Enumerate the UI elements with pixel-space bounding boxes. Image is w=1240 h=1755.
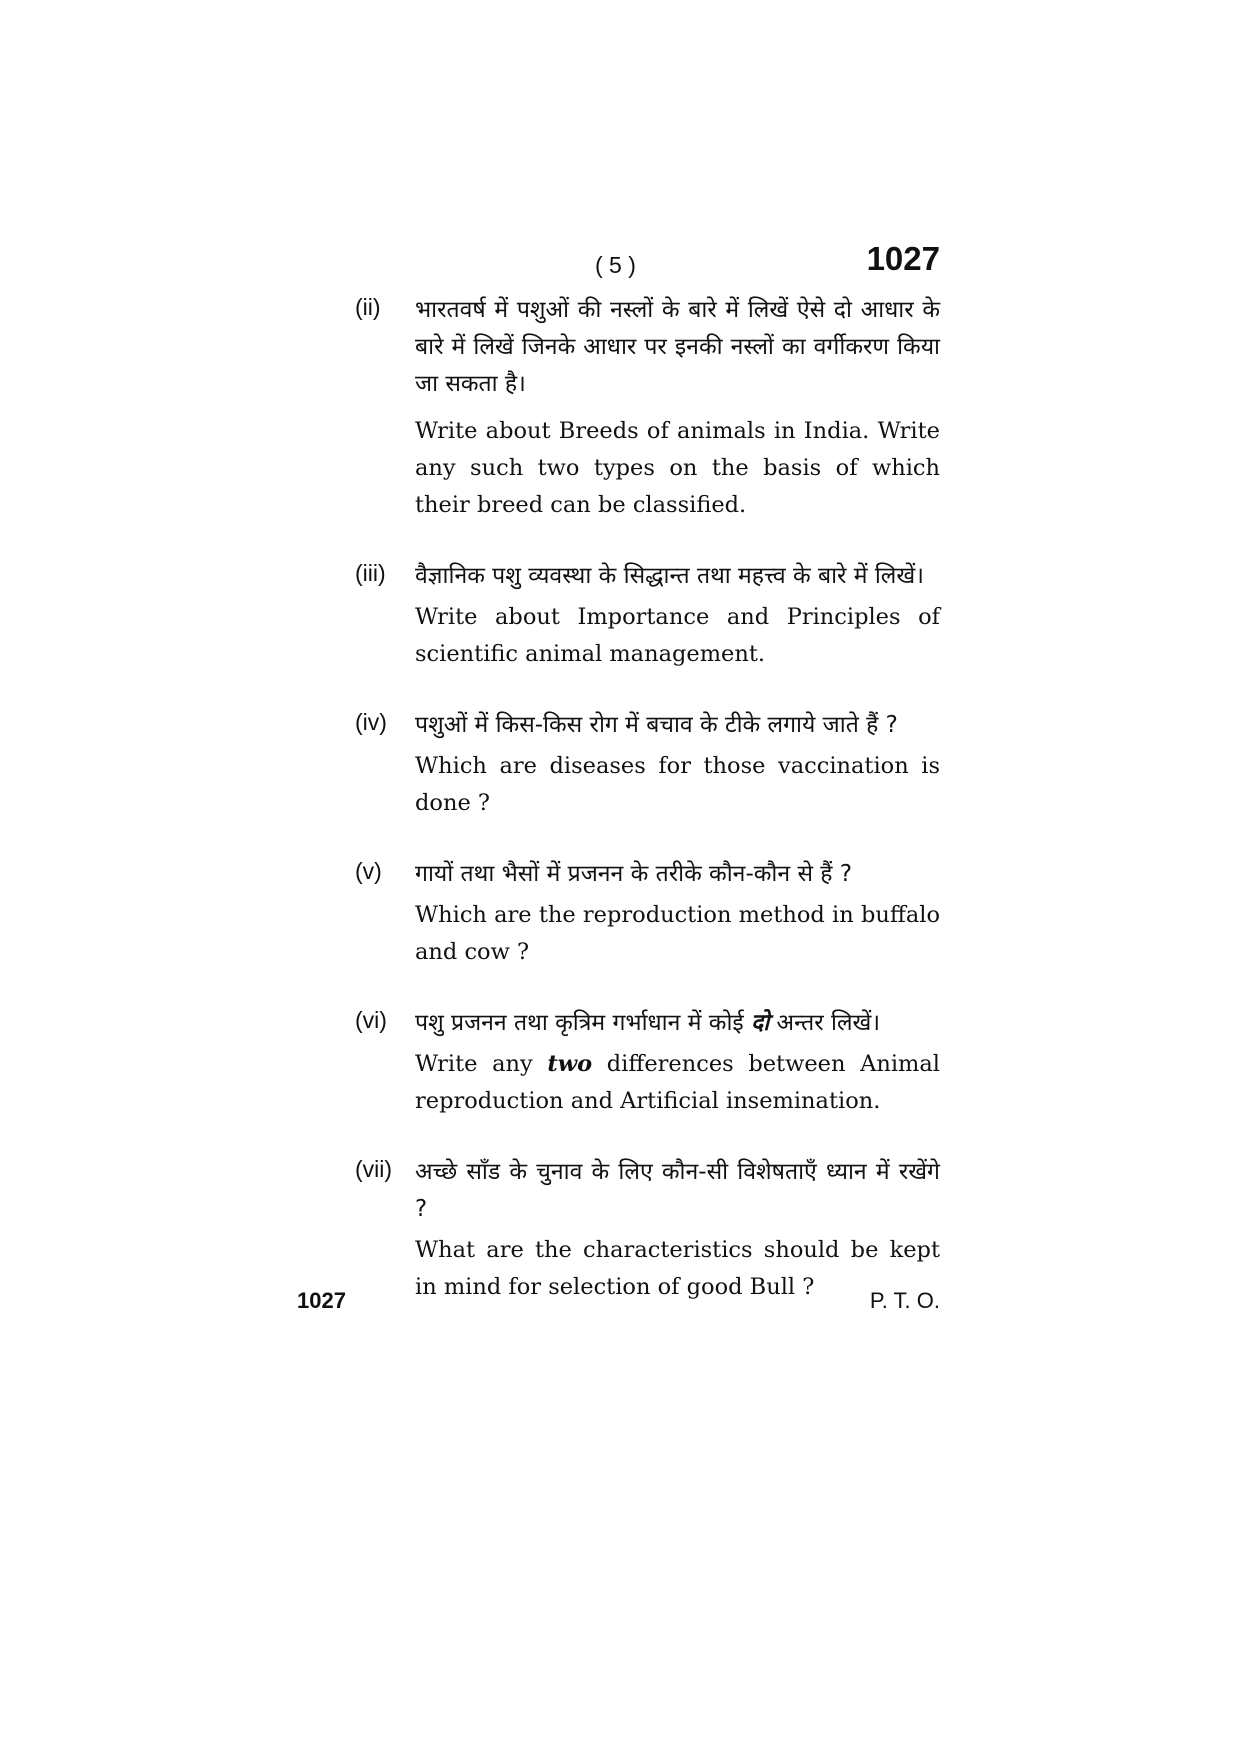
question-text-hindi: गायों तथा भैसों में प्रजनन के तरीके कौन-कौन से हैं ? xyxy=(415,861,853,887)
hindi-emphasis: दो xyxy=(751,1010,770,1036)
question-text-hindi xyxy=(415,1005,940,1042)
question-v xyxy=(355,856,940,971)
hindi-text-before: पशु प्रजनन तथा कृत्रिम गर्भाधान में कोई xyxy=(415,1010,752,1036)
question-number: (iv) xyxy=(355,709,387,735)
question-text-hindi: पशुओं में किस-किस रोग में बचाव के टीके लगाये जाते हैं ? xyxy=(415,712,898,738)
question-ii xyxy=(355,292,940,524)
question-text-english: Write about Importance and Principles of scientific animal management. xyxy=(415,604,940,667)
question-number: (vi) xyxy=(355,1007,387,1033)
paper-code-footer: 1027 xyxy=(297,1288,346,1313)
question-vi xyxy=(355,1005,940,1120)
question-number: (ii) xyxy=(355,294,381,320)
question-number: (vii) xyxy=(355,1156,393,1182)
question-text-english: Write about Breeds of animals in India. Write any such two types on the basis of which their breed can be classified. xyxy=(415,418,940,518)
question-number: (v) xyxy=(355,858,382,884)
question-list xyxy=(355,292,940,1340)
english-text-before: Write any xyxy=(415,1051,548,1077)
question-iii xyxy=(355,558,940,673)
hindi-text-after: अन्तर लिखें। xyxy=(769,1010,881,1036)
english-text-after: differences between Animal reproduction and Artificial insemination. xyxy=(415,1051,940,1114)
question-text-hindi: वैज्ञानिक पशु व्यवस्था के सिद्धान्त तथा महत्त्व के बारे में लिखें। xyxy=(415,563,924,589)
question-vii xyxy=(355,1154,940,1306)
pto-label: P. T. O. xyxy=(869,1288,940,1313)
question-text-english xyxy=(415,1046,940,1120)
question-iv xyxy=(355,707,940,822)
question-text-english: What are the characteristics should be kept in mind for selection of good Bull ? xyxy=(415,1237,940,1300)
question-number: (iii) xyxy=(355,560,386,586)
paper-code-header: 1027 xyxy=(866,240,940,277)
english-emphasis: two xyxy=(547,1051,593,1077)
question-text-hindi: अच्छे साँड के चुनाव के लिए कौन-सी विशेषताएँ ध्यान में रखेंगे ? xyxy=(415,1159,940,1222)
page-number: ( 5 ) xyxy=(595,252,636,278)
question-text-english: Which are the reproduction method in buffalo and cow ? xyxy=(415,902,940,965)
question-text-hindi: भारतवर्ष में पशुओं की नस्लों के बारे में लिखें ऐसे दो आधार के बारे में लिखें जिनके आधार पर इनकी नस्लों का वर्गीकरण किया जा सकता है। xyxy=(415,297,940,397)
question-text-english: Which are diseases for those vaccination is done ? xyxy=(415,753,940,816)
